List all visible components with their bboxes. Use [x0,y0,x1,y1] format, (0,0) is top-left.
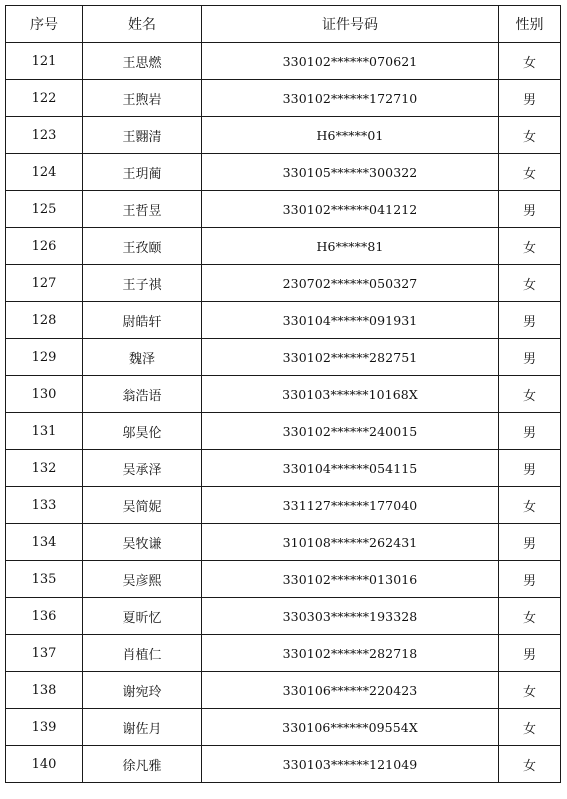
cell-id-number: H6*****81 [202,228,499,265]
cell-gender: 女 [499,117,561,154]
cell-id-number: 230702******050327 [202,265,499,302]
cell-gender: 男 [499,339,561,376]
table-row [6,487,561,524]
cell-gender: 女 [499,746,561,783]
cell-gender: 男 [499,302,561,339]
cell-seq: 133 [6,487,83,524]
cell-id-number: 330105******300322 [202,154,499,191]
table-row [6,339,561,376]
roster-table [5,5,561,783]
cell-id-number: 330103******10168X [202,376,499,413]
cell-name: 王哲昱 [83,191,202,228]
roster-sheet [5,5,561,783]
cell-gender: 女 [499,598,561,635]
cell-gender: 女 [499,228,561,265]
cell-name: 夏昕忆 [83,598,202,635]
cell-id-number: 330106******220423 [202,672,499,709]
cell-name: 谢佐月 [83,709,202,746]
cell-id-number: H6*****01 [202,117,499,154]
cell-seq: 138 [6,672,83,709]
cell-seq: 129 [6,339,83,376]
table-row [6,450,561,487]
cell-seq: 130 [6,376,83,413]
table-row [6,561,561,598]
table-row [6,191,561,228]
cell-name: 王煦岩 [83,80,202,117]
table-row [6,746,561,783]
cell-seq: 131 [6,413,83,450]
cell-seq: 136 [6,598,83,635]
cell-id-number: 331127******177040 [202,487,499,524]
cell-seq: 132 [6,450,83,487]
header-seq: 序号 [6,6,83,43]
cell-seq: 123 [6,117,83,154]
cell-gender: 男 [499,635,561,672]
cell-name: 徐凡雅 [83,746,202,783]
cell-id-number: 330104******091931 [202,302,499,339]
cell-id-number: 330102******282718 [202,635,499,672]
table-row [6,413,561,450]
table-row [6,80,561,117]
cell-gender: 女 [499,265,561,302]
cell-name: 王玥蔺 [83,154,202,191]
cell-seq: 135 [6,561,83,598]
cell-seq: 125 [6,191,83,228]
cell-seq: 139 [6,709,83,746]
cell-id-number: 330102******013016 [202,561,499,598]
cell-gender: 女 [499,709,561,746]
cell-gender: 女 [499,154,561,191]
table-row [6,635,561,672]
table-row [6,154,561,191]
cell-gender: 男 [499,80,561,117]
cell-seq: 134 [6,524,83,561]
cell-gender: 男 [499,524,561,561]
cell-name: 肖植仁 [83,635,202,672]
table-row [6,117,561,154]
cell-name: 吴承泽 [83,450,202,487]
cell-name: 谢宛玲 [83,672,202,709]
cell-name: 王孜颐 [83,228,202,265]
header-name: 姓名 [83,6,202,43]
cell-gender: 男 [499,191,561,228]
cell-id-number: 330102******282751 [202,339,499,376]
cell-seq: 127 [6,265,83,302]
cell-id-number: 330102******172710 [202,80,499,117]
table-row [6,598,561,635]
cell-gender: 男 [499,450,561,487]
roster-body [6,43,561,783]
cell-name: 尉皓轩 [83,302,202,339]
table-row [6,709,561,746]
cell-gender: 女 [499,672,561,709]
cell-id-number: 330102******240015 [202,413,499,450]
cell-seq: 128 [6,302,83,339]
cell-gender: 女 [499,376,561,413]
table-row [6,672,561,709]
cell-name: 王子祺 [83,265,202,302]
cell-id-number: 330303******193328 [202,598,499,635]
header-id-number: 证件号码 [202,6,499,43]
cell-seq: 140 [6,746,83,783]
cell-name: 吴彦熙 [83,561,202,598]
cell-seq: 126 [6,228,83,265]
cell-id-number: 330102******041212 [202,191,499,228]
header-row [6,6,561,43]
cell-seq: 124 [6,154,83,191]
table-row [6,265,561,302]
table-row [6,302,561,339]
cell-gender: 男 [499,413,561,450]
cell-name: 吴简妮 [83,487,202,524]
cell-id-number: 330106******09554X [202,709,499,746]
cell-gender: 女 [499,487,561,524]
table-row [6,43,561,80]
header-gender: 性别 [499,6,561,43]
cell-seq: 122 [6,80,83,117]
cell-name: 王翾清 [83,117,202,154]
cell-name: 邬昊伦 [83,413,202,450]
cell-id-number: 330104******054115 [202,450,499,487]
cell-name: 翁浩语 [83,376,202,413]
cell-id-number: 330103******121049 [202,746,499,783]
cell-name: 王思燃 [83,43,202,80]
table-row [6,524,561,561]
cell-seq: 121 [6,43,83,80]
cell-name: 魏泽 [83,339,202,376]
table-row [6,228,561,265]
cell-name: 吴牧谦 [83,524,202,561]
cell-gender: 男 [499,561,561,598]
table-row [6,376,561,413]
cell-gender: 女 [499,43,561,80]
cell-seq: 137 [6,635,83,672]
cell-id-number: 330102******070621 [202,43,499,80]
cell-id-number: 310108******262431 [202,524,499,561]
